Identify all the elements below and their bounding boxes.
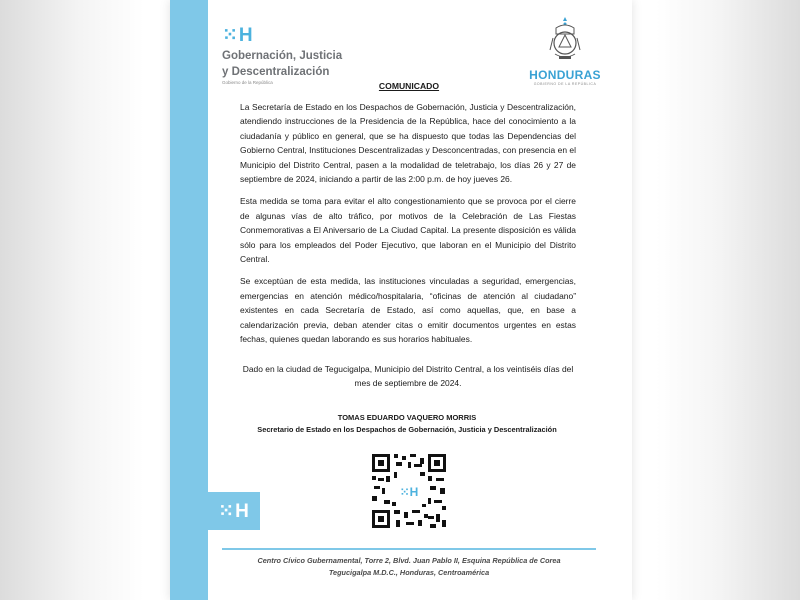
qr-center-logo: ⁙H	[399, 485, 419, 499]
paragraph-3: Se exceptúan de esta medida, las instituciones vinculadas a seguridad, emergencias, emergencias en atención médico/hospitalaria, “oficinas de atención al ciudadano” existentes en cada Secretaría de Estado, así como aquellas, que, en base a calendarización previa, deban atender citas o emitir documentos urgentes en estas fechas, quienes quedan laborando es sus horarios habituales.	[240, 276, 576, 345]
coat-of-arms-icon	[548, 16, 582, 62]
paragraph-1: La Secretaría de Estado en los Despachos de Gobernación, Justicia y Descentralización, atendiendo instrucciones de la Presidencia de la República, hace del conocimiento a la ciudadanía y público en general, que se ha dispuesto que todas las Dependencias del Gobierno Central, Instituciones Descentralizadas y Desconcentradas, con presencia en el Municipio del Distrito Central, pasen a la modalidad de teletrabajo, los días 26 y 27 de septiembre de 2024, iniciando a partir de las 2:00 p.m. de hoy jueves 26.	[240, 102, 576, 185]
document-title: COMUNICADO	[378, 81, 440, 91]
ministry-logo-mark: ⁙H	[222, 25, 254, 46]
document-body	[240, 100, 576, 355]
footer-address-line2: Tegucigalpa M.D.C., Honduras, Centroamérica	[328, 568, 490, 577]
side-band-logo: ⁙H	[208, 492, 260, 530]
honduras-subtitle: GOBIERNO DE LA REPÚBLICA	[533, 82, 597, 86]
footer-divider	[222, 548, 596, 550]
ministry-subtitle: Gobierno de la República	[222, 80, 273, 85]
paragraph-2: Esta medida se toma para evitar el alto congestionamiento que se provoca por el cierre de algunas vías de alto tráfico, por motivos de la Celebración de Las Fiestas Conmemorativas a El Aniversario de La Ciudad Capital. La presente disposición es válida sólo para los empleados del Poder Ejecutivo, que laboran en el Municipio del Distrito Central.	[240, 196, 576, 265]
footer-address-line1: Centro Cívico Gubernamental, Torre 2, Blvd. Juan Pablo II, Esquina República de Corea	[257, 556, 561, 565]
document-page	[170, 0, 632, 600]
signer-name: TOMAS EDUARDO VAQUERO MORRIS	[337, 413, 477, 422]
qr-code-icon	[370, 452, 448, 530]
ministry-name-line1: Gobernación, Justicia	[222, 50, 343, 62]
side-color-band	[170, 0, 208, 600]
ministry-name-line2: y Descentralización	[222, 66, 330, 78]
honduras-logo	[525, 16, 605, 86]
signer-role: Secretario de Estado en los Despachos de Gobernación, Justicia y Descentralización	[257, 425, 557, 434]
honduras-wordmark: HONDURAS	[529, 68, 601, 82]
ministry-logo	[222, 26, 382, 85]
closing-statement: Dado en la ciudad de Tegucigalpa, Municipio del Distrito Central, a los veintiséis días del mes de septiembre de 2024.	[242, 364, 574, 389]
